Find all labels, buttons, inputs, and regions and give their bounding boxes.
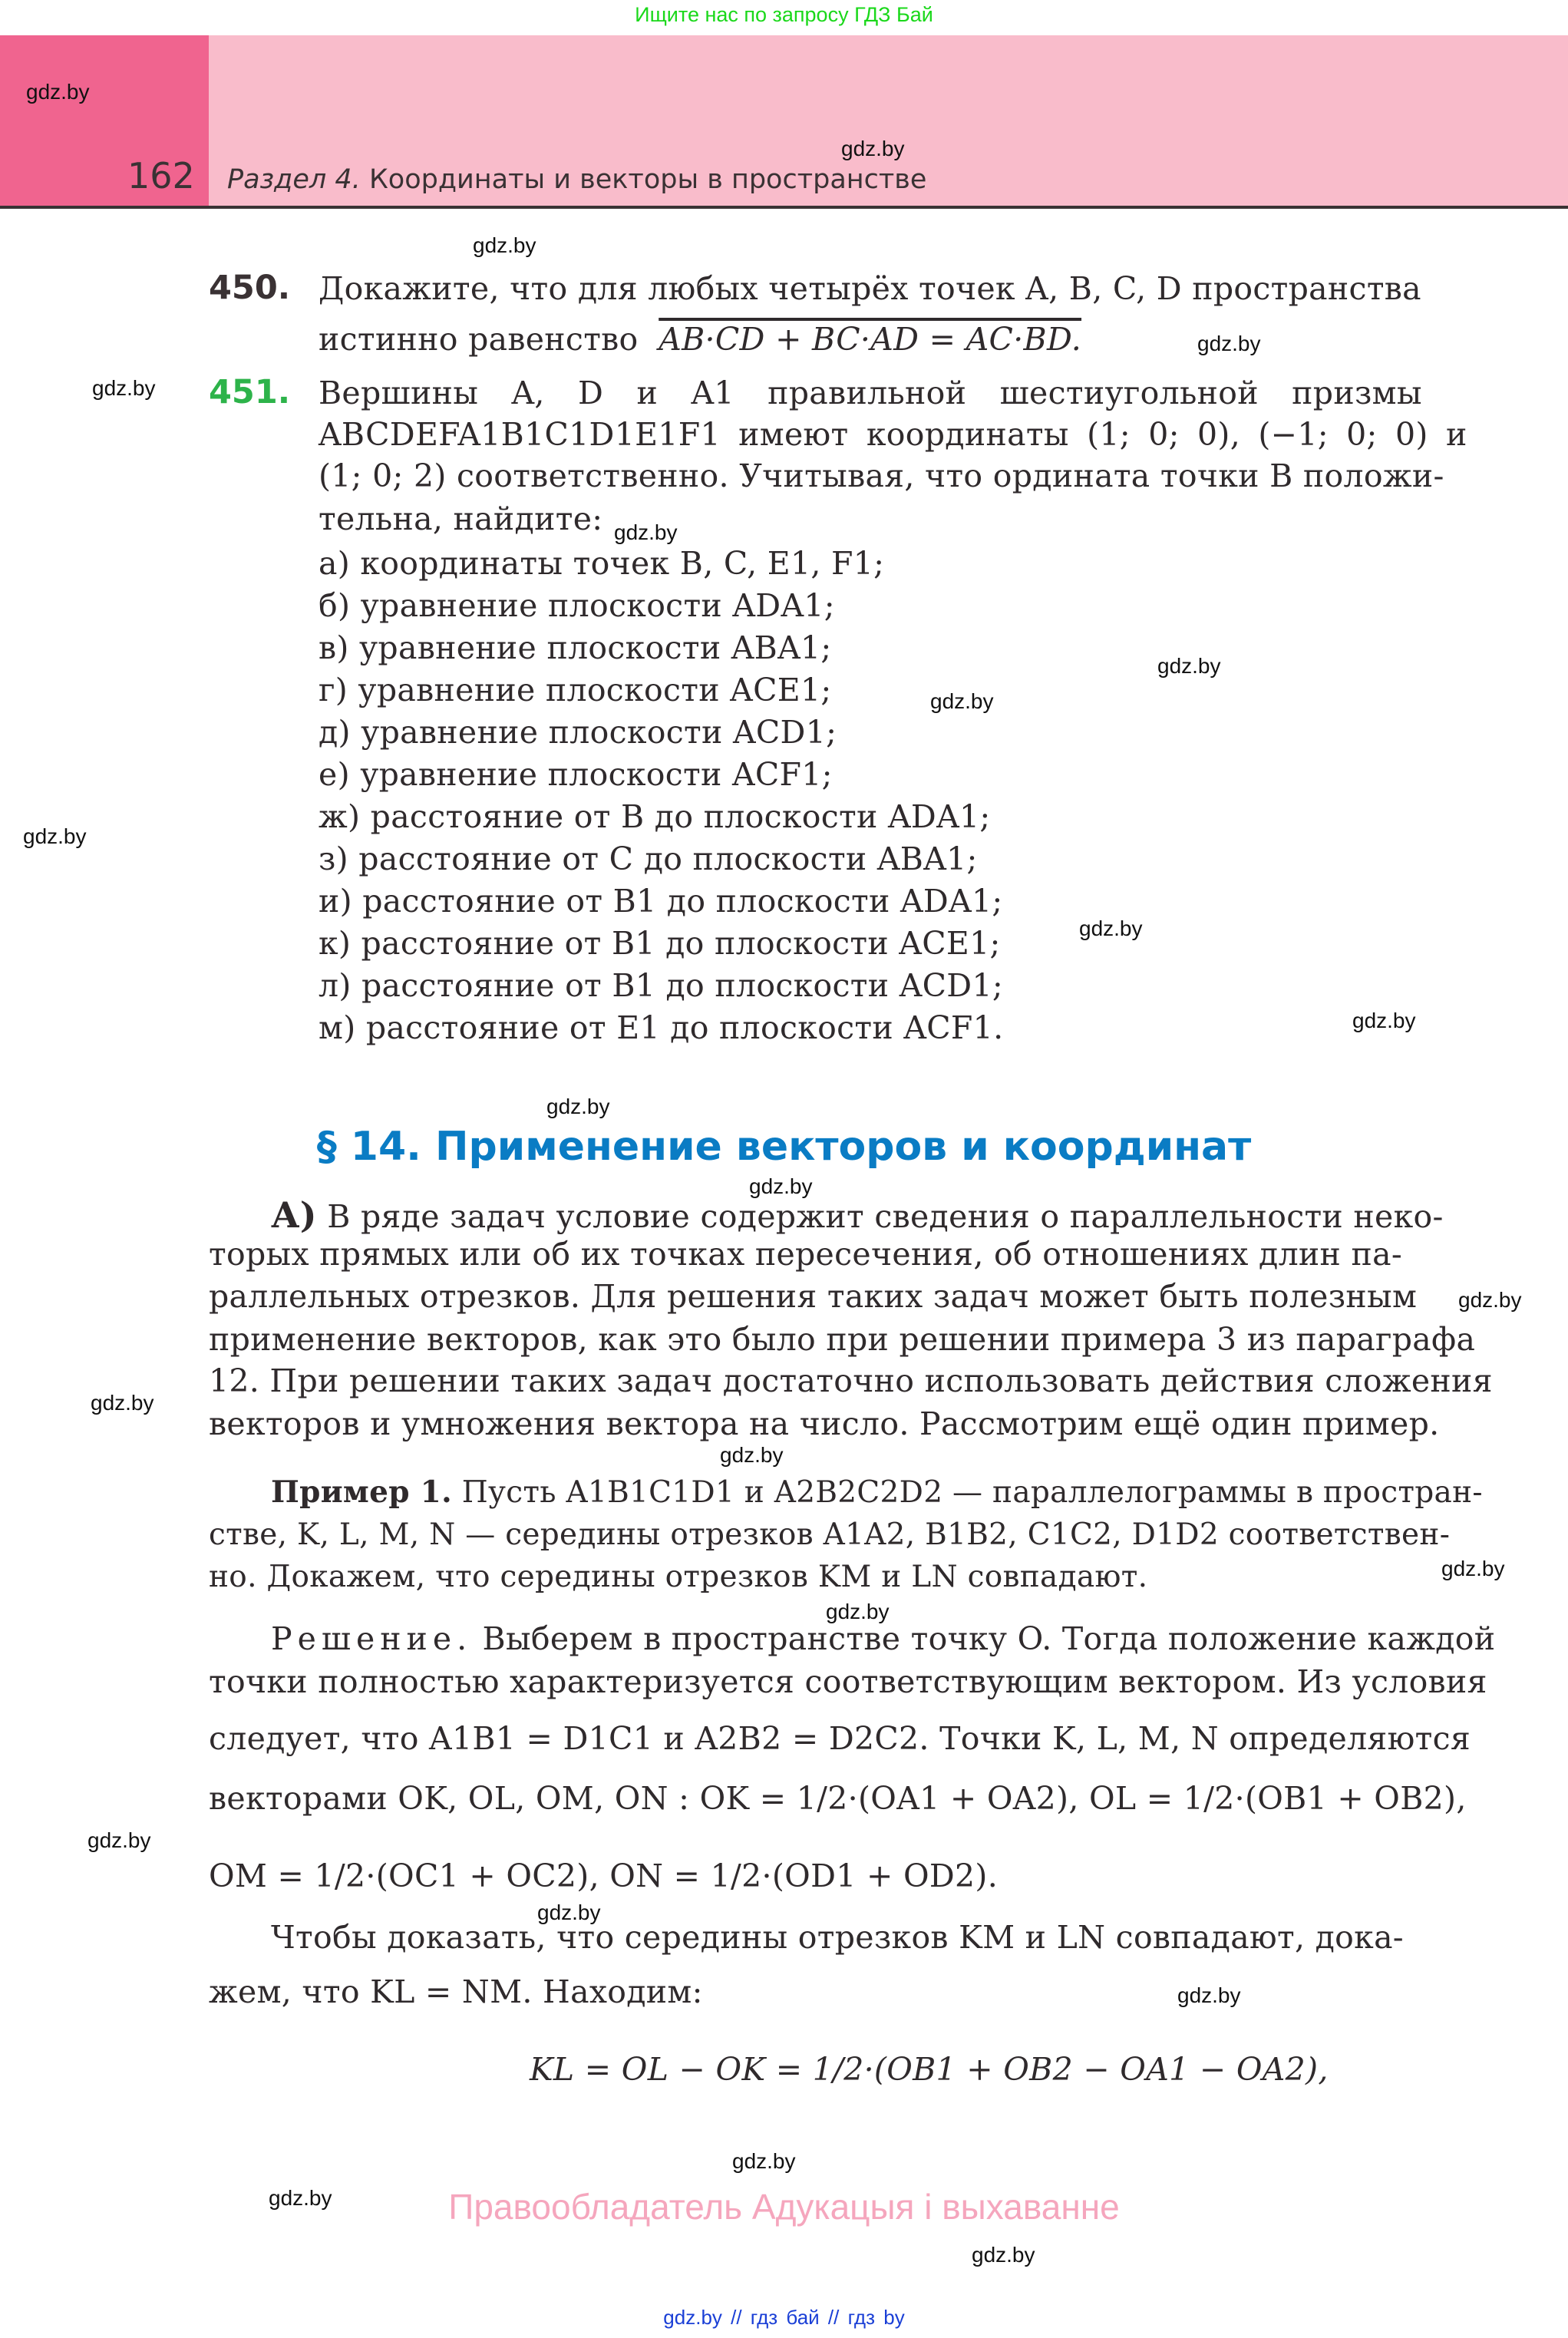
rights-holder: Правообладатель Адукацыя і выхаванне <box>448 2187 1120 2227</box>
chapter-title <box>227 164 926 195</box>
watermark: gdz.by <box>1197 332 1261 355</box>
problem-number-451: 451. <box>209 373 291 411</box>
problem-450-line-1: Докажите, что для любых четырёх точек A, B, C, D пространства <box>319 270 1421 307</box>
chapter-prefix: Раздел 4. <box>227 164 361 195</box>
watermark: gdz.by <box>537 1900 601 1924</box>
paragraph-a-line: 12. При решении таких задач достаточно использовать действия сложения <box>209 1362 1493 1399</box>
watermark: gdz.by <box>1157 654 1221 678</box>
watermark: gdz.by <box>546 1095 610 1118</box>
watermark: gdz.by <box>1177 1983 1241 2007</box>
paragraph-a-text: В ряде задач условие содержит сведения о параллельности неко- <box>327 1198 1444 1235</box>
problem-451-item: и) расстояние от B1 до плоскости ADA1; <box>319 883 1003 920</box>
problem-450-line-2-text: истинно равенство <box>319 321 639 358</box>
problem-451-item: з) расстояние от C до плоскости ABA1; <box>319 840 978 877</box>
solution-line: следует, что A1B1 = D1C1 и A2B2 = D2C2. Точки K, L, M, N определяются <box>209 1720 1471 1757</box>
solution-formula-line: OM = 1/2·(OC1 + OC2), ON = 1/2·(OD1 + OD2). <box>209 1858 999 1894</box>
paragraph-a-line: раллельных отрезков. Для решения таких задач может быть полезным <box>209 1278 1418 1315</box>
problem-451-line: тельна, найдите: <box>319 500 603 537</box>
watermark: gdz.by <box>473 233 536 257</box>
solution-line <box>271 1620 1495 1657</box>
watermark: gdz.by <box>841 137 905 160</box>
example-line <box>271 1474 1483 1510</box>
watermark: gdz.by <box>1441 1557 1505 1580</box>
problem-451-item: е) уравнение плоскости ACF1; <box>319 756 833 793</box>
watermark: gdz.by <box>87 1828 151 1852</box>
watermark: gdz.by <box>930 689 994 713</box>
footer-links[interactable]: gdz.by // гдз бай // гдз by <box>663 2306 905 2329</box>
solution-text: Выберем в пространстве точку O. Тогда положение каждой <box>482 1620 1496 1657</box>
search-banner: Ищите нас по запросу ГДЗ Бай <box>635 3 933 26</box>
watermark: gdz.by <box>92 376 156 400</box>
section-heading: § 14. Применение векторов и координат <box>316 1124 1252 1170</box>
watermark: gdz.by <box>749 1174 813 1198</box>
watermark: gdz.by <box>614 520 678 544</box>
problem-number-450: 450. <box>209 269 291 307</box>
watermark: gdz.by <box>1079 916 1143 940</box>
example-line: но. Докажем, что середины отрезков KM и LN совпадают. <box>209 1560 1148 1594</box>
solution-line: точки полностью характеризуется соответствующим вектором. Из условия <box>209 1663 1487 1700</box>
watermark: gdz.by <box>720 1443 784 1467</box>
paragraph-a-line: применение векторов, как это было при решении примера 3 из параграфа <box>209 1321 1476 1358</box>
problem-450-equation: AB·CD + BC·AD = AC·BD. <box>659 321 1082 358</box>
problem-451-item: м) расстояние от E1 до плоскости ACF1. <box>319 1009 1004 1046</box>
paragraph-a-label: А) <box>271 1194 317 1236</box>
problem-450-line-2 <box>319 321 1081 358</box>
problem-451-line: Вершины A, D и A1 правильной шестиугольной призмы <box>319 375 1422 411</box>
watermark: gdz.by <box>26 80 90 104</box>
problem-451-item: а) координаты точек B, C, E1, F1; <box>319 545 885 582</box>
watermark: gdz.by <box>826 1600 890 1623</box>
paragraph-a-line <box>271 1194 1444 1236</box>
problem-451-item: г) уравнение плоскости ACE1; <box>319 672 832 708</box>
watermark: gdz.by <box>91 1391 154 1415</box>
problem-451-item: б) уравнение плоскости ADA1; <box>319 587 835 624</box>
solution-formula-line: векторами OK, OL, OM, ON : OK = 1/2·(OA1 + OA2), OL = 1/2·(OB1 + OB2), <box>209 1780 1467 1817</box>
watermark: gdz.by <box>732 2149 796 2173</box>
watermark: gdz.by <box>23 824 87 848</box>
proof-line: Чтобы доказать, что середины отрезков KM и LN совпадают, дока- <box>271 1919 1404 1956</box>
problem-451-item: д) уравнение плоскости ACD1; <box>319 714 837 751</box>
chapter-name: Координаты и векторы в пространстве <box>368 164 927 195</box>
solution-label: Решение. <box>271 1620 473 1657</box>
problem-451-item: л) расстояние от B1 до плоскости ACD1; <box>319 967 1003 1004</box>
paragraph-a-line: векторов и умножения вектора на число. Рассмотрим ещё один пример. <box>209 1405 1440 1442</box>
watermark: gdz.by <box>1458 1288 1522 1312</box>
problem-451-line: ABCDEFA1B1C1D1E1F1 имеют координаты (1; 0; 0), (−1; 0; 0) и <box>319 416 1467 453</box>
example-label: Пример 1. <box>271 1474 452 1510</box>
paragraph-a-line: торых прямых или об их точках пересечения, об отношениях длин па- <box>209 1236 1403 1273</box>
page-number: 162 <box>127 155 195 196</box>
watermark: gdz.by <box>1352 1009 1416 1032</box>
problem-451-line: (1; 0; 2) соответственно. Учитывая, что ордината точки B положи- <box>319 457 1444 494</box>
watermark: gdz.by <box>269 2186 332 2210</box>
example-text: Пусть A1B1C1D1 и A2B2C2D2 — параллелограммы в простран- <box>461 1475 1483 1510</box>
example-line: стве, K, L, M, N — середины отрезков A1A2, B1B2, C1C2, D1D2 соответствен- <box>209 1517 1451 1552</box>
page-header <box>0 35 1568 209</box>
problem-451-item: в) уравнение плоскости ABA1; <box>319 629 832 666</box>
problem-451-item: к) расстояние от B1 до плоскости ACE1; <box>319 925 1001 962</box>
proof-line: жем, что KL = NM. Находим: <box>209 1973 703 2010</box>
problem-451-item: ж) расстояние от B до плоскости ADA1; <box>319 798 991 835</box>
final-formula: KL = OL − OK = 1/2·(OB1 + OB2 − OA1 − OA2), <box>530 2051 1329 2088</box>
watermark: gdz.by <box>972 2243 1035 2267</box>
